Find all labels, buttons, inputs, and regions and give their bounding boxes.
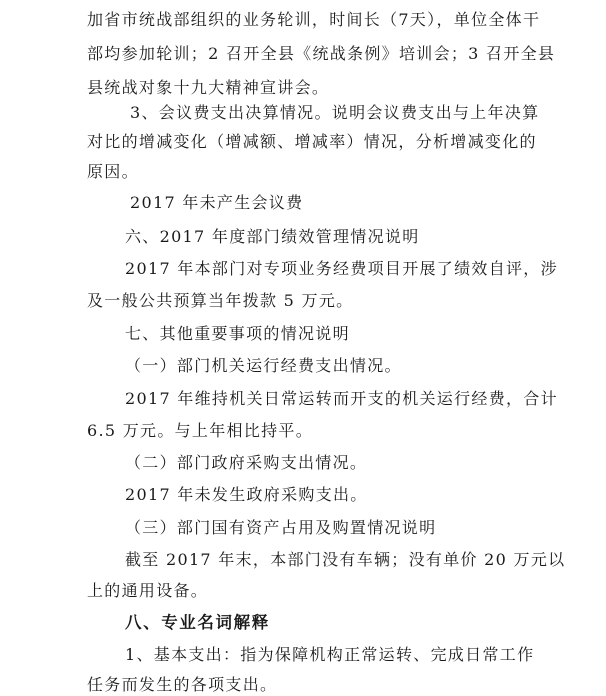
text-line: 2017 年本部门对专项业务经费项目开展了绩效自评，涉: [125, 259, 558, 278]
section-heading: 七、其他重要事项的情况说明: [125, 324, 350, 343]
text-line: 部均参加轮训；2 召开全县《统战条例》培训会；3 召开全县: [87, 44, 556, 63]
text-line: 1、基本支出：指为保障机构正常运转、完成日常工作: [125, 645, 535, 664]
text-line: 2017 年未发生政府采购支出。: [125, 485, 368, 504]
subsection-heading: （一）部门机关运行经费支出情况。: [125, 356, 402, 375]
text-line: 原因。: [87, 162, 139, 181]
text-line: 上的通用设备。: [87, 581, 209, 600]
text-line: 2017 年未产生会议费: [130, 193, 304, 212]
text-line: 对比的增减变化（增减额、增减率）情况，分析增减变化的: [87, 132, 537, 151]
text-line: 2017 年维持机关日常运转而开支的机关运行经费，合计: [125, 389, 558, 408]
section-heading: 六、2017 年度部门绩效管理情况说明: [125, 227, 420, 246]
subsection-heading: （二）部门政府采购支出情况。: [125, 453, 368, 472]
text-line: 3、会议费支出决算情况。说明会议费支出与上年决算: [130, 103, 540, 122]
text-line: 6.5 万元。与上年相比持平。: [87, 421, 314, 440]
text-line: 及一般公共预算当年拨款 5 万元。: [87, 291, 354, 310]
text-line: 加省市统战部组织的业务轮训，时间长（7天），单位全体干: [87, 10, 541, 29]
subsection-heading: （三）部门国有资产占用及购置情况说明: [125, 518, 437, 537]
text-line: 截至 2017 年末，本部门没有车辆；没有单价 20 万元以: [125, 550, 566, 569]
text-line: 任务而发生的各项支出。: [87, 675, 278, 694]
section-heading-bold: 八、专业名词解释: [125, 613, 270, 632]
text-line: 县统战对象十九大精神宣讲会。: [87, 78, 330, 97]
